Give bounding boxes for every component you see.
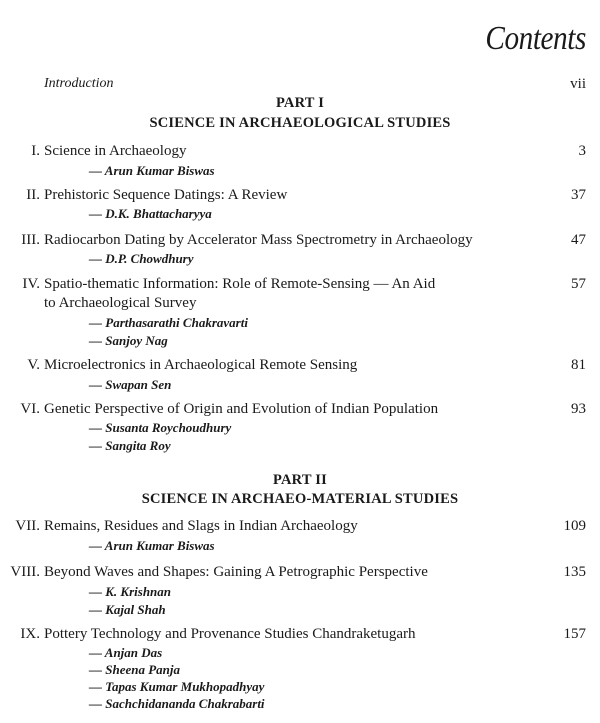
entry-1-number: I.	[31, 143, 40, 159]
entry-9-number: IX.	[20, 626, 40, 642]
part2-number: PART II	[273, 472, 327, 488]
part1-title: SCIENCE IN ARCHAEOLOGICAL STUDIES	[149, 115, 451, 131]
entry-7-page: 109	[563, 518, 586, 534]
entry-8-author-2: — Kajal Shah	[89, 602, 166, 617]
entry-8-page: 135	[563, 564, 586, 580]
entry-6-title: Genetic Perspective of Origin and Evolution of Indian Population	[44, 401, 439, 417]
entry-8-author-1: — K. Krishnan	[89, 584, 172, 599]
entry-2-author: — D.K. Bhattacharyya	[89, 206, 212, 221]
entry-3-number: III.	[21, 232, 40, 248]
part1-number: PART I	[275, 95, 325, 111]
entry-9-page: 157	[563, 626, 586, 642]
entry-9-title: Pottery Technology and Provenance Studies Chandraketugarh	[44, 626, 416, 642]
entry-3-page: 47	[571, 232, 586, 248]
introduction-label: Introduction	[44, 76, 114, 91]
entry-4-author-1: — Parthasarathi Chakravarti	[89, 315, 248, 330]
entry-5-number: V.	[27, 357, 40, 373]
entry-4-author-2: — Sanjoy Nag	[89, 333, 168, 348]
entry-9-author-2: — Sheena Panja	[89, 662, 181, 677]
entry-6-page: 93	[571, 401, 586, 417]
entry-5-page: 81	[571, 357, 586, 373]
entry-9-author-4: — Sachchidananda Chakrabarti	[89, 696, 265, 711]
entry-6-author-1: — Susanta Roychoudhury	[89, 420, 232, 435]
entry-2-title: Prehistoric Sequence Datings: A Review	[44, 187, 288, 203]
entry-1-page: 3	[578, 143, 586, 159]
entry-8-number: VIII.	[10, 564, 40, 580]
entry-3-author: — D.P. Chowdhury	[89, 251, 194, 266]
entry-7-title: Remains, Residues and Slags in Indian Archaeology	[44, 518, 358, 534]
entry-4-page: 57	[571, 276, 586, 292]
entry-5-title: Microelectronics in Archaeological Remote Sensing	[44, 357, 358, 373]
entry-5-author: — Swapan Sen	[89, 377, 172, 392]
entry-4-title-line2: to Archaeological Survey	[44, 295, 197, 311]
part2-title: SCIENCE IN ARCHAEO-MATERIAL STUDIES	[141, 491, 459, 507]
entry-2-page: 37	[571, 187, 586, 203]
entry-1-title: Science in Archaeology	[44, 143, 187, 159]
entry-2-number: II.	[26, 187, 40, 203]
entry-6-number: VI.	[20, 401, 40, 417]
entry-7-author: — Arun Kumar Biswas	[89, 538, 215, 553]
page-heading: Contents	[485, 20, 586, 57]
entry-6-author-2: — Sangita Roy	[89, 438, 171, 453]
entry-9-author-1: — Anjan Das	[89, 645, 163, 660]
entry-7-number: VII.	[15, 518, 40, 534]
entry-4-title: Spatio-thematic Information: Role of Remote-Sensing — An Aid	[44, 276, 436, 292]
entry-3-title: Radiocarbon Dating by Accelerator Mass Spectrometry in Archaeology	[44, 232, 473, 248]
entry-1-author: — Arun Kumar Biswas	[89, 163, 215, 178]
entry-8-title: Beyond Waves and Shapes: Gaining A Petrographic Perspective	[44, 564, 428, 580]
entry-4-number: IV.	[22, 276, 40, 292]
entry-9-author-3: — Tapas Kumar Mukhopadhyay	[89, 679, 265, 694]
introduction-page-number: vii	[570, 76, 586, 92]
